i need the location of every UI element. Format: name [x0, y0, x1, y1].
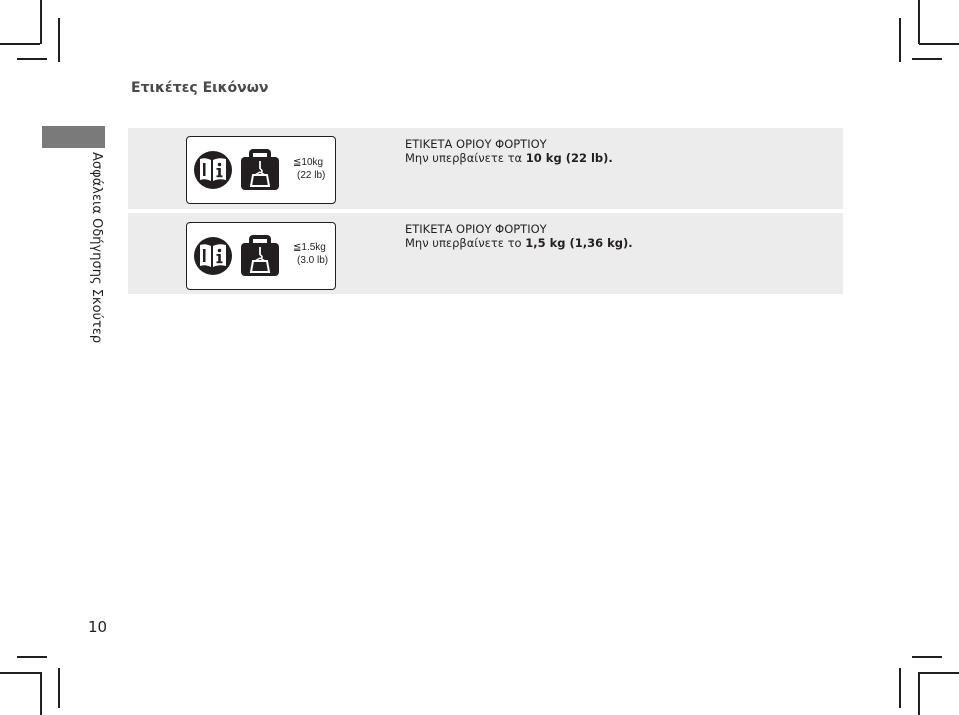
luggage-weight-icon [241, 237, 279, 276]
luggage-weight-icon [241, 151, 279, 190]
crop-mark [58, 18, 60, 62]
load-limit-value [293, 156, 325, 182]
crop-mark [899, 668, 901, 708]
row-desc-value: 1,5 kg (1,36 kg). [525, 236, 633, 250]
crop-mark [58, 668, 60, 708]
crop-mark [40, 672, 42, 715]
manual-info-icon [194, 151, 232, 189]
crop-mark [919, 43, 959, 45]
crop-mark [17, 656, 47, 658]
load-limit-kg: ≦10kg [293, 157, 324, 168]
section-title: Ετικέτες Εικόνων [131, 80, 269, 96]
row-title: ΕΤΙΚΕΤΑ ΟΡΙΟΥ ΦΟΡΤΙΟΥ [405, 222, 547, 236]
crop-mark [918, 672, 920, 715]
row-desc-value: 10 kg (22 lb). [525, 151, 613, 165]
crop-mark [0, 672, 40, 674]
row-description [405, 222, 633, 250]
label-pictograms [191, 229, 291, 283]
crop-mark [919, 672, 959, 674]
row-desc-prefix: Μην υπερβαίνετε το [405, 236, 526, 250]
crop-mark [912, 58, 942, 60]
load-limit-lb: (22 lb) [297, 170, 326, 181]
crop-mark [912, 656, 942, 658]
load-limit-label-image [186, 222, 336, 290]
row-title: ΕΤΙΚΕΤΑ ΟΡΙΟΥ ΦΟΡΤΙΟΥ [405, 137, 547, 151]
label-row-1 [128, 128, 843, 209]
manual-info-icon [194, 237, 232, 275]
label-pictograms [191, 143, 291, 197]
load-limit-label-image [186, 136, 336, 204]
row-desc-prefix: Μην υπερβαίνετε τα [405, 151, 526, 165]
row-desc [405, 236, 633, 250]
load-limit-kg: ≦1.5kg [293, 242, 326, 253]
chapter-label [88, 152, 104, 342]
load-limit-lb: (3.0 lb) [297, 255, 329, 266]
load-limit-value [293, 241, 328, 267]
crop-mark [0, 43, 40, 45]
chapter-label-text: Ασφάλεια Οδήγησης Σκούτερ [89, 152, 104, 344]
page-number: 10 [88, 618, 108, 636]
label-row-2 [128, 213, 843, 294]
crop-mark [17, 58, 47, 60]
chapter-tab [42, 126, 105, 148]
crop-mark [918, 0, 920, 44]
row-description [405, 137, 613, 165]
crop-mark [40, 0, 42, 44]
row-desc [405, 151, 613, 165]
crop-mark [899, 18, 901, 62]
